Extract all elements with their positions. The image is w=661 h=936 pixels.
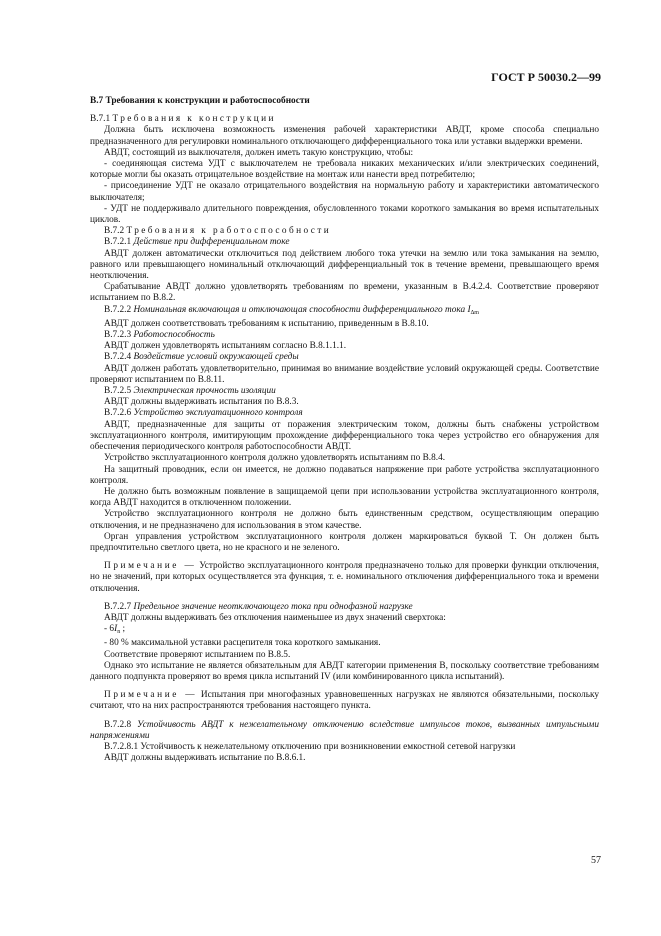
paragraph: АВДТ, предназначенные для защиты от поражения электрическим током, должны быть снабжены устройством эксплуатационного контроля, имитирующим прохождение дифференциального тока через устройство его обнаружения для обеспечения периодического контроля работоспособности АВДТ. <box>90 419 599 453</box>
paragraph: Срабатывание АВДТ должно удовлетворять требованиям по времени, указанным в В.4.2.4. Соответствие проверяют испытанием по В.8.2. <box>90 282 599 304</box>
clause-heading-7-2-2 <box>90 305 599 319</box>
note-label: Примечание — <box>104 561 197 572</box>
clause-title: Устойчивость АВДТ к нежелательному отключению вследствие импульсов токов, вызванных импульсными напряжениями <box>90 719 599 741</box>
clause-number: В.7.2.1 <box>104 237 132 248</box>
note-text: Устройство эксплуатационного контроля предназначено только для проверки функции отключения, но не значений, при которых осуществляется эта функция, т. е. номинального отключения дифференциального тока и времени отключения. <box>90 561 599 594</box>
clause-number: В.7.2.7 <box>104 601 132 612</box>
paragraph: АВДТ должны выдерживать испытание по В.8.6.1. <box>104 753 306 764</box>
clause-heading-7-2-7 <box>90 602 599 613</box>
paragraph: АВДТ должен автоматически отключиться под действием любого тока утечки на землю или тока замыкания на землю, равного или превышающего номинальный отключающий дифференциальный ток в течение времени, превышающего время неотключения. <box>90 248 599 282</box>
clause-heading-7-2-4 <box>90 352 599 363</box>
clause-title: Устройство эксплуатационного контроля <box>133 408 303 419</box>
note-label: Примечание — <box>104 690 198 701</box>
list-item <box>90 624 599 638</box>
paragraph: АВДТ должен работать удовлетворительно, принимая во внимание воздействие условий окружающей среды. Соответствие проверяют испытанием по В.8.11. <box>90 363 599 385</box>
text: ; <box>120 624 126 635</box>
document-body <box>90 96 599 764</box>
clause-number: В.7.2.6 <box>104 408 132 419</box>
subsection-number: В.7.1 <box>90 114 111 125</box>
subscript: n <box>117 629 121 636</box>
list-item: - соединяющая система УДТ с выключателем не требовала никаких механических и/или электрических соединений, которые могли бы оказать отрицательное воздействие на монтаж или нанести вред потребителю; <box>90 159 599 181</box>
paragraph: АВДТ должны выдерживать испытания по В.8.3. <box>104 397 299 408</box>
page-number: 57 <box>591 855 601 866</box>
paragraph: В.7.2.8.1 Устойчивость к нежелательному отключению при возникновении емкостной сетевой нагрузки <box>104 741 516 752</box>
document-code-header: ГОСТ Р 50030.2—99 <box>491 70 601 84</box>
subsection-title-7-1 <box>90 114 599 125</box>
note-text: Испытания при многофазных уравновешенных нагрузках не являются обязательными, поскольку считают, что на них распространяются требования настоящего пункта. <box>90 690 599 712</box>
paragraph: АВДТ, состоящий из выключателя, должен иметь такую конструкцию, чтобы: <box>104 147 414 158</box>
list-item: - присоединение УДТ не оказало отрицательного воздействия на нормальную работу и характеристики автоматического выключателя; <box>90 181 599 203</box>
clause-number: В.7.2.3 <box>104 330 132 341</box>
variable: I <box>114 624 118 635</box>
paragraph: На защитный проводник, если он имеется, не должно подаваться напряжение при работе устройства эксплуатационного контроля. <box>90 464 599 486</box>
note-1 <box>90 561 599 595</box>
paragraph: Устройство эксплуатационного контроля не должно быть единственным средством, осуществляющим операцию отключения, и не предназначено для использования в этом качестве. <box>90 509 599 531</box>
paragraph: Соответствие проверяют испытанием по В.8.5. <box>104 649 291 660</box>
clause-title: Воздействие условий окружающей среды <box>133 352 299 363</box>
clause-heading-7-2-1 <box>90 237 599 248</box>
paragraph: АВДТ должен удовлетворять испытаниям согласно В.8.1.1.1. <box>104 341 347 352</box>
paragraph: Не должно быть возможным появление в защищаемой цепи при использовании устройства эксплуатационного контроля, когда АВДТ находится в отключенном положении. <box>90 486 599 509</box>
paragraph: Однако это испытание не является обязательным для АВДТ категории применения В, поскольку соответствие требованиям данного подпункта проверяют во время цикла испытаний IV (или комбинированного цикла испытаний). <box>90 660 599 682</box>
paragraph: Должна быть исключена возможность изменения рабочей характеристики АВДТ, кроме способа специально предназначенного для регулировки номинального отключающего дифференциального тока или уставки выдержки времени. <box>90 125 599 147</box>
clause-heading-7-2-5 <box>90 386 599 397</box>
clause-title: Номинальная включающая и отключающая способности дифференциального тока I <box>133 304 471 315</box>
clause-number: В.7.2.5 <box>104 386 132 397</box>
clause-title: Работоспособность <box>133 330 215 341</box>
subsection-number: В.7.2 <box>104 226 125 237</box>
clause-number: В.7.2.2 <box>104 304 132 315</box>
clause-heading-7-2-6 <box>90 408 599 419</box>
subsection-heading: Требования к конструкции <box>112 114 276 125</box>
note-2 <box>90 690 599 712</box>
clause-number: В.7.2.8 <box>104 719 132 730</box>
paragraph: Орган управления устройством эксплуатационного контроля должен маркироваться буквой Т. Он должен быть предпочтительно светлого цвета, но не красного и не зеленого. <box>90 531 599 553</box>
section-title: В.7 Требования к конструкции и работоспособности <box>90 96 310 106</box>
subscript: ∆m <box>470 309 479 316</box>
text: - 6 <box>104 624 115 635</box>
paragraph: АВДТ должны выдерживать без отключения наименьшее из двух значений сверхтока: <box>104 612 446 623</box>
list-item: - 80 % максимальной уставки расцепителя тока короткого замыкания. <box>104 638 381 649</box>
subsection-heading: Требования к работоспособности <box>126 226 332 237</box>
list-item: - УДТ не поддерживало длительного повреждения, обусловленного токами короткого замыкания во время испытательных циклов. <box>90 203 599 226</box>
paragraph: Устройство эксплуатационного контроля должно удовлетворять испытаниям по В.8.4. <box>104 453 446 464</box>
paragraph: АВДТ должен соответствовать требованиям к испытанию, приведенным в В.8.10. <box>104 318 429 329</box>
clause-heading-7-2-3 <box>90 330 599 341</box>
subsection-title-7-2 <box>90 226 599 237</box>
clause-number: В.7.2.4 <box>104 352 132 363</box>
clause-title: Предельное значение неотключающего тока при однофазной нагрузке <box>133 601 413 612</box>
clause-title: Действие при дифференциальном токе <box>133 237 290 248</box>
clause-heading-7-2-8 <box>90 720 599 742</box>
clause-title: Электрическая прочность изоляции <box>133 386 276 397</box>
